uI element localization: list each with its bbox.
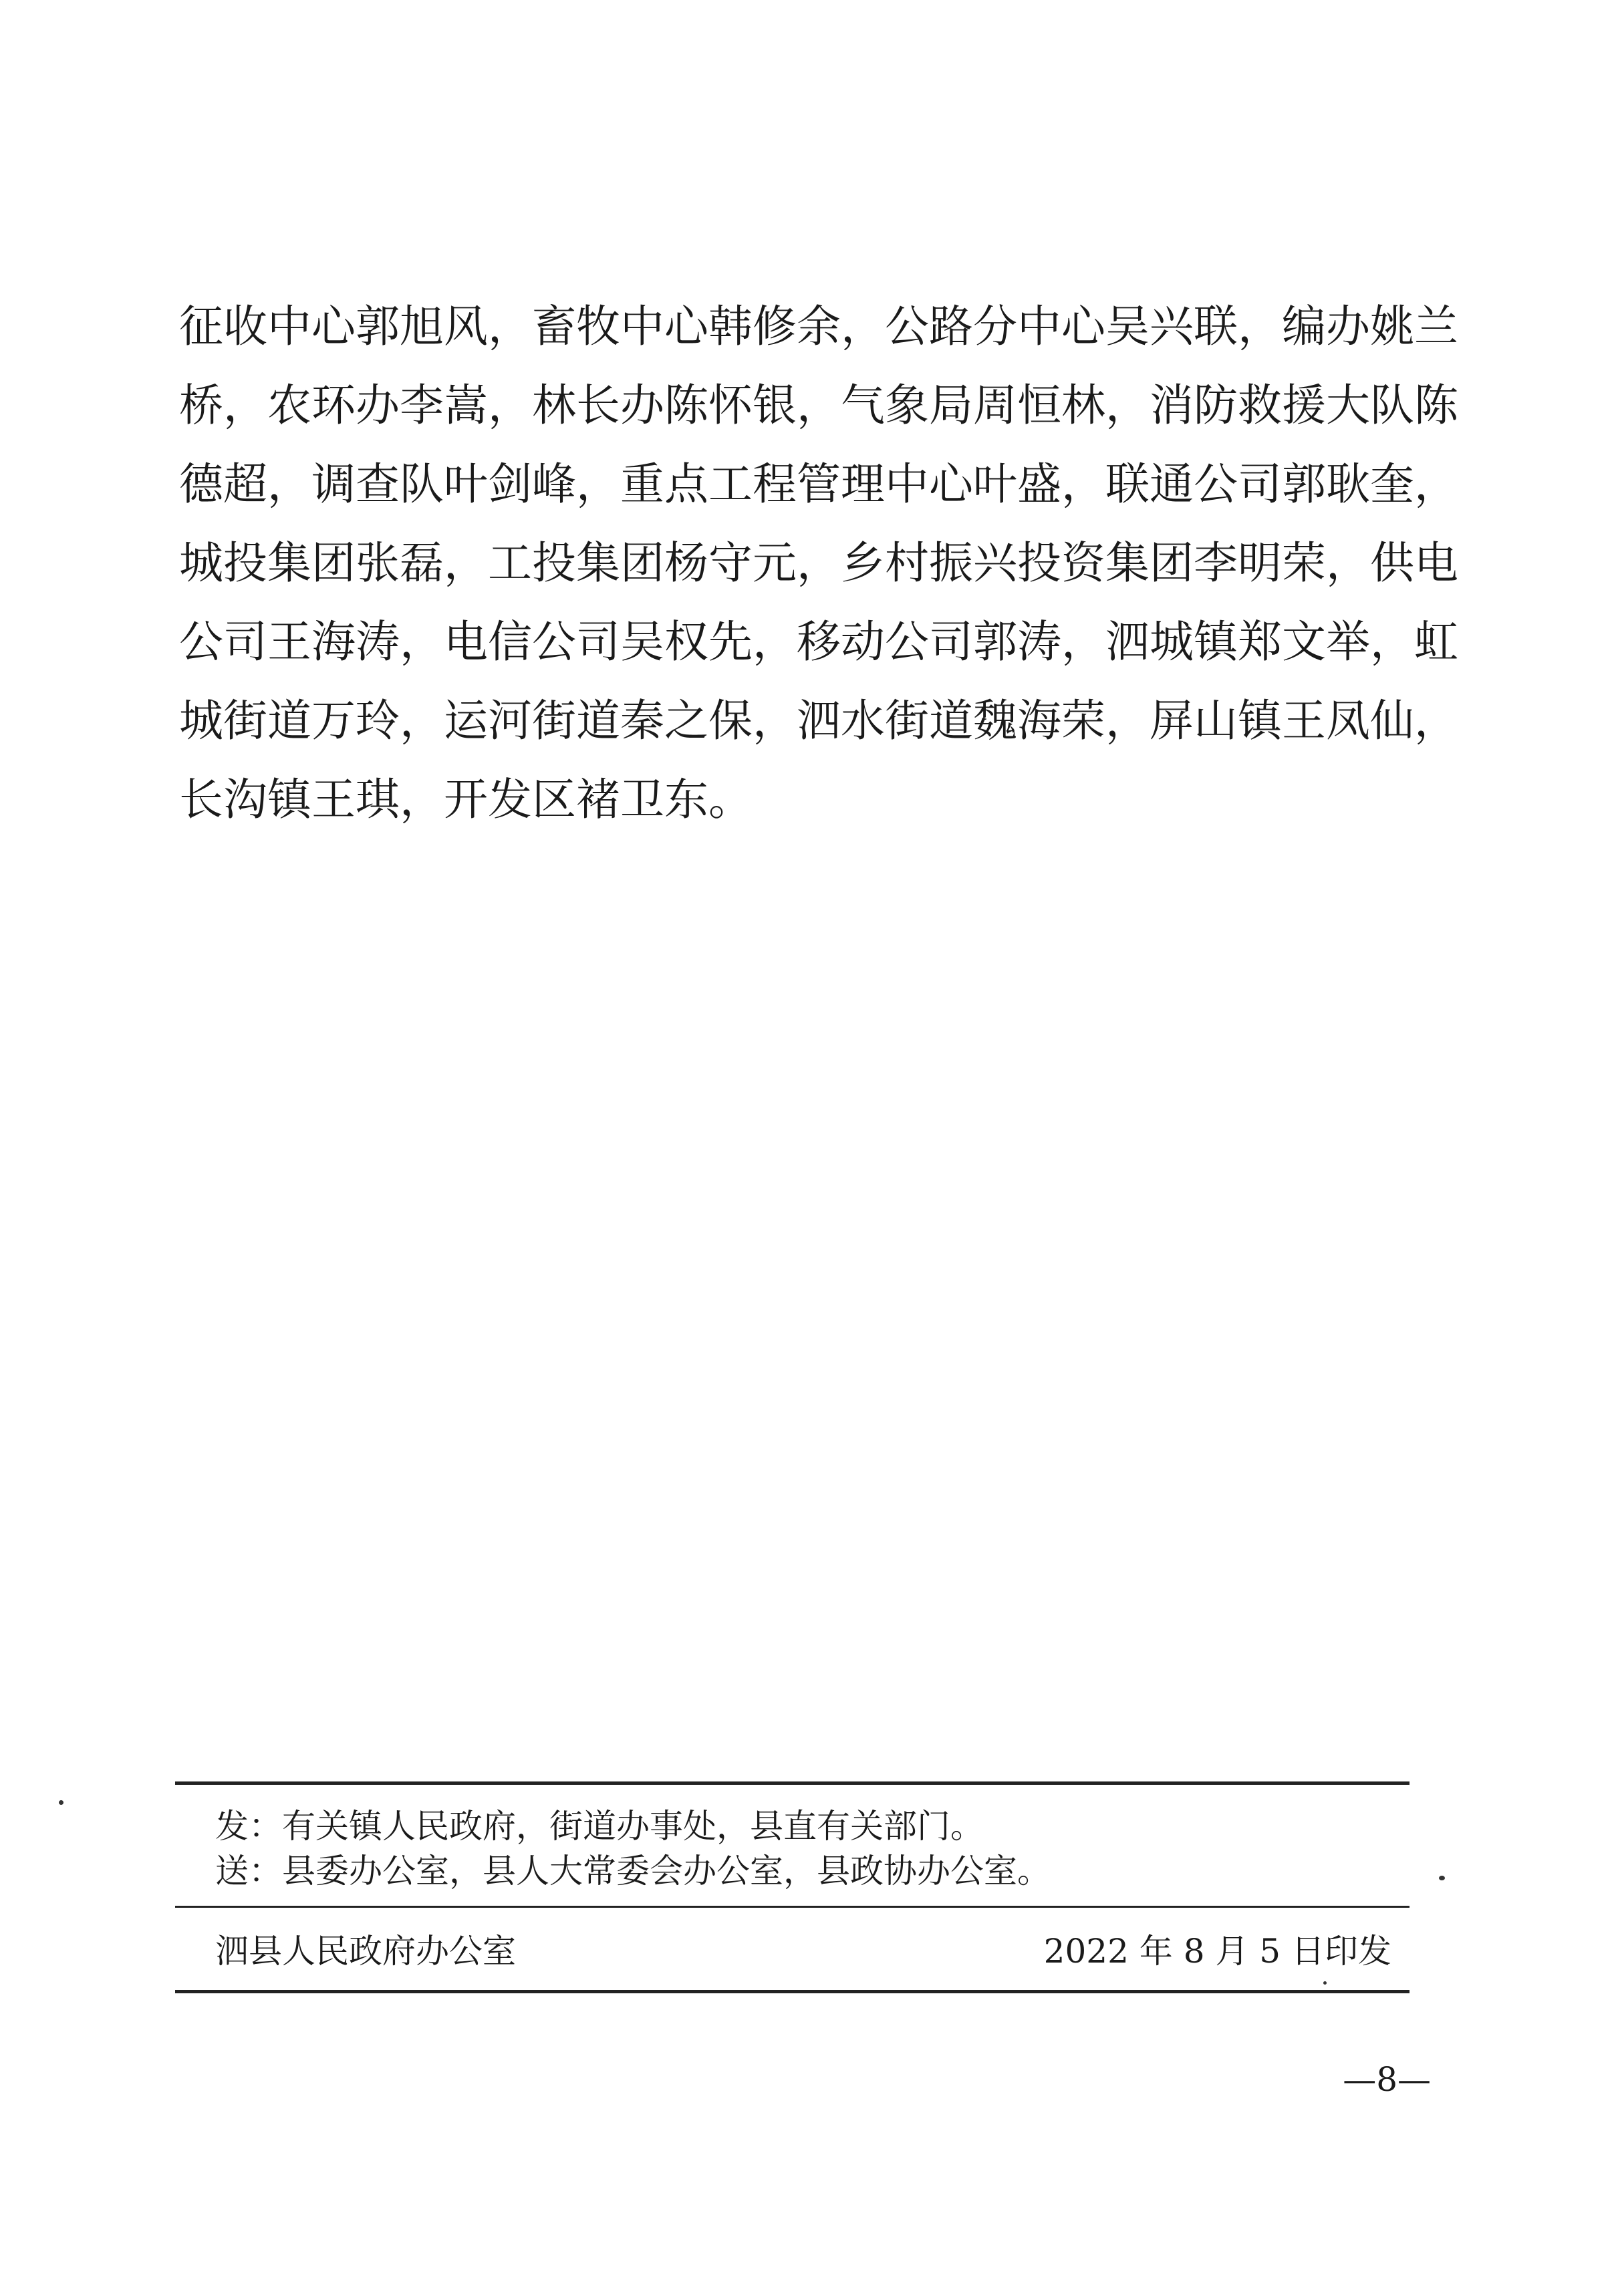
scan-speck: [1439, 1876, 1445, 1880]
body-line-4: 城投集团张磊，工投集团杨守元，乡村振兴投资集团李明荣，供电: [179, 537, 1458, 589]
distribution-send: 发：有关镇人民政府，街道办事处，县直有关部门。: [215, 1807, 984, 1846]
scan-speck: [59, 1800, 63, 1805]
distribution-bottom-rule: [175, 1990, 1410, 1993]
body-line-6: 城街道万玲，运河街道秦之保，泗水街道魏海荣，屏山镇王凤仙，: [179, 695, 1458, 746]
issue-date: 2022 年 8 月 5 日印发: [1043, 1932, 1391, 1971]
body-line-2: 桥，农环办李嵩，林长办陈怀银，气象局周恒林，消防救援大队陈: [179, 380, 1458, 431]
body-line-7: 长沟镇王琪，开发区褚卫东。: [179, 774, 753, 825]
distribution-middle-rule: [175, 1906, 1410, 1908]
distribution-top-rule: [175, 1781, 1410, 1785]
page-number: —8—: [1343, 2060, 1431, 2099]
body-paragraph: [179, 287, 1458, 839]
body-line-3: 德超，调查队叶剑峰，重点工程管理中心叶盛，联通公司郭耿奎，: [179, 458, 1458, 510]
body-line-5: 公司王海涛，电信公司吴权先，移动公司郭涛，泗城镇郑文举，虹: [179, 616, 1458, 668]
issuing-office: 泗县人民政府办公室: [215, 1932, 516, 1971]
body-line-1: 征收中心郭旭风，畜牧中心韩修余，公路分中心吴兴联，编办姚兰: [179, 301, 1458, 352]
distribution-copy: 送：县委办公室，县人大常委会办公室，县政协办公室。: [215, 1852, 1051, 1890]
scan-speck: [1323, 1981, 1327, 1985]
